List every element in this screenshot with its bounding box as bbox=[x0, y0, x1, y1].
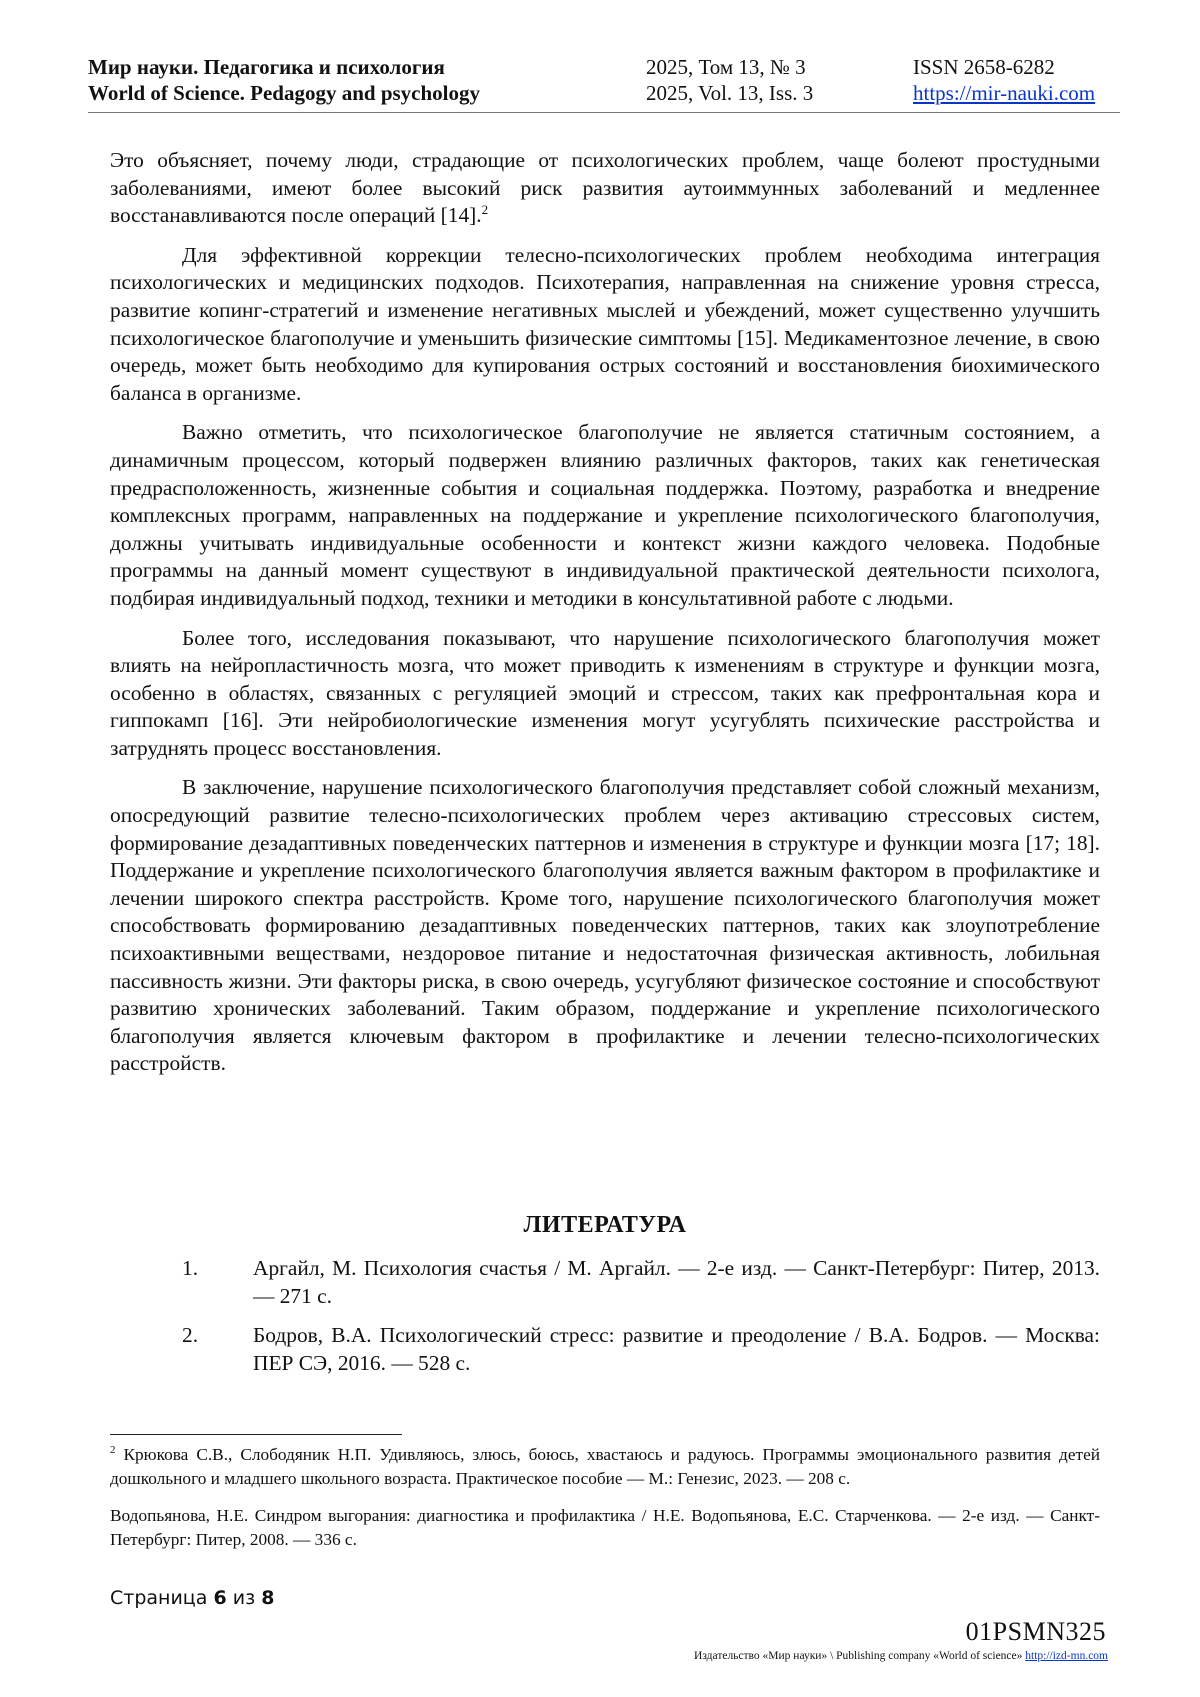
footnote-divider bbox=[110, 1434, 402, 1435]
header-divider bbox=[88, 112, 1120, 113]
page-current: 6 bbox=[213, 1587, 227, 1609]
literature-heading: ЛИТЕРАТУРА bbox=[523, 1212, 687, 1238]
footnote-continuation: Водопьянова, Н.Е. Синдром выгорания: диагностика и профилактика / Н.Е. Водопьянова, Е.С. Старченкова. — 2-е изд. — Санкт-Петербург: Питер, 2008. — 336 с. bbox=[110, 1506, 1100, 1549]
journal-title-ru: Мир науки. Педагогика и психология bbox=[88, 55, 445, 79]
paragraph-2: Для эффективной коррекции телесно-психологических проблем необходима интеграция психологических и медицинских подходов. Психотерапия, направленная на снижение уровня стресса, развитие копинг-стратегий и изменение негативных мыслей и убеждений, может существенно улучшить психологическое благополучие и уменьшить физические симптомы [15]. Медикаментозное лечение, в свою очередь, может быть необходимо для купирования острых состояний и восстановления биохимического баланса в организме. bbox=[110, 242, 1100, 405]
reference-list bbox=[110, 1255, 1100, 1389]
page-total: 8 bbox=[261, 1587, 275, 1609]
issn-number: ISSN 2658-6282 bbox=[913, 55, 1055, 79]
issn-block bbox=[913, 54, 1095, 106]
paragraph-5: В заключение, нарушение психологического благополучия представляет собой сложный механизм, опосредующий развитие телесно-психологических проблем через активацию стрессовых систем, формирование дезадаптивных поведенческих паттернов и изменения в структуре и функции мозга [17; 18]. Поддержание и укрепление психологического благополучия является важным фактором в профилактике и лечении широкого спектра расстройств. Кроме того, нарушение психологического благополучия может способствовать формированию дезадаптивных поведенческих паттернов, таких как злоупотребление психоактивными веществами, нездоровое питание и недостаточная физическая активность, лобильная пассивность жизни. Эти факторы риска, в свою очередь, усугубляют физическое состояние и способствуют развитию хронических заболеваний. Таким образом, поддержание и укрепление психологического благополучия является ключевым фактором в профилактике и лечении телесно-психологических расстройств. bbox=[110, 775, 1100, 1076]
reference-number: 2. bbox=[182, 1323, 199, 1348]
page-of: из bbox=[232, 1587, 256, 1609]
article-body bbox=[110, 147, 1100, 1090]
paragraph-1-text: Это объясняет, почему люди, страдающие от психологических проблем, чаще болеют простудными заболеваниями, имеют более высокий риск развития аутоиммунных заболеваний и медленнее восстанавливаются после операций [14]. bbox=[110, 148, 1100, 228]
page-word: Страница bbox=[110, 1587, 208, 1609]
document-code: 01PSMN325 bbox=[965, 1617, 1106, 1646]
footnote-mark: 2 bbox=[110, 1444, 116, 1457]
journal-title-en: World of Science. Pedagogy and psychology bbox=[88, 81, 481, 105]
reference-text: Бодров, В.А. Психологический стресс: развитие и преодоление / В.А. Бодров. — Москва: ПЕР СЭ, 2016. — 528 с. bbox=[253, 1323, 1100, 1375]
issue-info-en: 2025, Vol. 13, Iss. 3 bbox=[646, 81, 814, 105]
paragraph-3: Важно отметить, что психологическое благополучие не является статичным состоянием, а динамичным процессом, который подвержен влиянию различных факторов, таких как генетическая предрасположенность, жизненные события и социальная поддержка. Поэтому, разработка и внедрение комплексных программ, направленных на поддержание и укрепление психологического благополучия, должны учитывать индивидуальные особенности и контекст жизни каждого человека. Подобные программы на данный момент существуют в индивидуальной практической деятельности психолога, подбирая индивидуальный подход, техники и методики в консультативной работе с людьми. bbox=[110, 420, 1100, 610]
journal-site-link[interactable]: https://mir-nauki.com bbox=[913, 81, 1096, 105]
footnote-ref[interactable]: 2 bbox=[481, 202, 489, 218]
journal-title bbox=[88, 54, 480, 106]
reference-item bbox=[110, 1255, 1100, 1310]
issue-info bbox=[646, 54, 813, 106]
page-header bbox=[88, 54, 1120, 112]
footnotes bbox=[110, 1443, 1100, 1565]
publisher-text: Издательство «Мир науки» \ Publishing company «World of science» bbox=[694, 1650, 1023, 1662]
paragraph-4: Более того, исследования показывают, что нарушение психологического благополучия может влиять на нейропластичность мозга, что может приводить к изменениям в структуре и функции мозга, особенно в областях, связанных с регуляцией эмоций и стрессом, таких как префронтальная кора и гиппокамп [16]. Эти нейробиологические изменения могут усугублять психические расстройства и затруднять процесс восстановления. bbox=[110, 625, 1100, 760]
reference-number: 1. bbox=[182, 1256, 199, 1280]
footnote-text: Крюкова С.В., Слободяник Н.П. Удивляюсь, злюсь, боюсь, хвастаюсь и радуюсь. Программы эмоционального развития детей дошкольного и младшего школьного возраста. Практическое пособие — М.: Генезис, 2023. — 208 с. bbox=[110, 1445, 1100, 1488]
issue-info-ru: 2025, Том 13, № 3 bbox=[646, 55, 806, 79]
page-number bbox=[110, 1587, 274, 1609]
reference-text: Аргайл, М. Психология счастья / М. Аргайл. — 2-е изд. — Санкт-Петербург: Питер, 2013. — 271 с. bbox=[253, 1256, 1100, 1308]
reference-item bbox=[110, 1322, 1100, 1377]
paragraph-1 bbox=[110, 147, 1100, 230]
publisher-line bbox=[694, 1650, 1108, 1662]
footnote-2 bbox=[110, 1443, 1100, 1491]
publisher-link[interactable]: http://izd-mn.com bbox=[1025, 1650, 1108, 1662]
